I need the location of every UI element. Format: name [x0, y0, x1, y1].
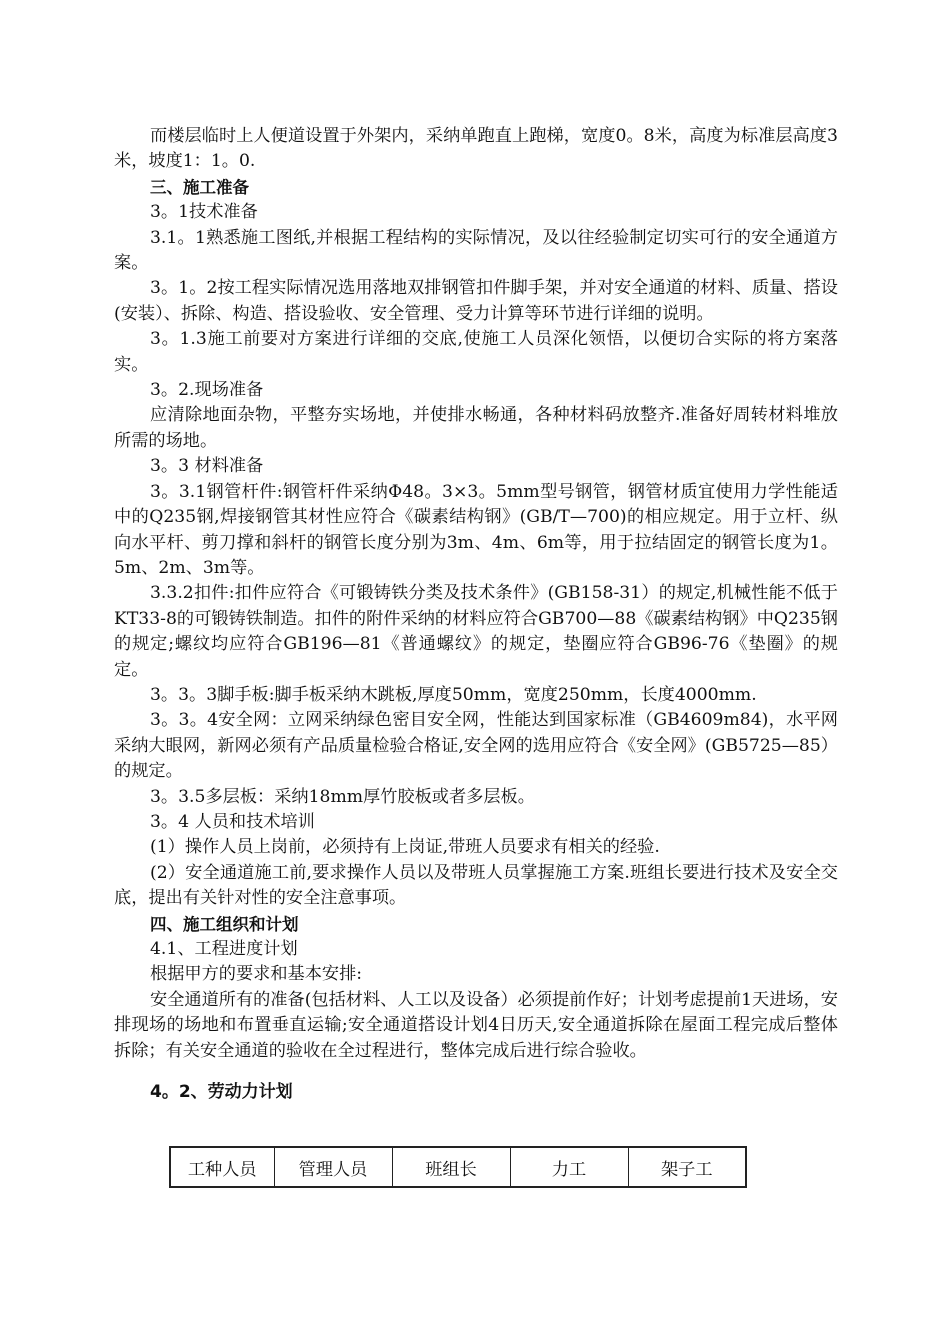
paragraph-3-3-1: 3。3.1钢管杆件:钢管杆件采纳Φ48。3×3。5mm型号钢管，钢管材质宜使用力学性能适中的Q235钢,焊接钢管其材性应符合《碳素结构钢》(GB/T—700)的相应规定。用于立杆、纵向水平杆、剪刀撑和斜杆的钢管长度分别为3m、4m、6m等，用于拉结固定的钢管长度为1。5m、2m、3m等。	[114, 481, 838, 578]
table-cell: 架子工	[628, 1147, 746, 1187]
paragraph-site-prep: 应清除地面杂物，平整夯实场地，并使排水畅通，各种材料码放整齐.准备好周转材料堆放所需的场地。	[114, 405, 838, 451]
table-cell: 管理人员	[274, 1147, 392, 1187]
labor-plan-table	[169, 1146, 747, 1188]
paragraph-3-3-4: 3。3。4安全网：立网采纳绿色密目安全网，性能达到国家标准（GB4609m84)，水平网采纳大眼网，新网必须有产品质量检验合格证,安全网的选用应符合《安全网》(GB5725—85）的规定。	[114, 710, 838, 782]
paragraph-schedule-detail: 安全通道所有的准备(包括材料、人工以及设备）必须提前作好；计划考虑提前1天进场，安排现场的场地和布置垂直运输;安全通道搭设计划4日历天,安全通道拆除在屋面工程完成后整体拆除；有关安全通道的验收在全过程进行，整体完成后进行综合验收。	[114, 989, 838, 1061]
table-cell: 班组长	[392, 1147, 510, 1187]
table-cell: 力工	[510, 1147, 628, 1187]
paragraph-walkway: 而楼层临时上人便道设置于外架内，采纳单跑直上跑梯，宽度0。8米，高度为标准层高度3米，坡度1：1。0.	[114, 126, 838, 172]
table-row	[170, 1147, 746, 1187]
heading-labor-plan: 4。2、劳动力计划	[150, 1082, 293, 1103]
table-cell: 工种人员	[170, 1147, 274, 1187]
heading-construction-prep: 三、施工准备	[150, 177, 249, 197]
paragraph-training-1: (1）操作人员上岗前，必须持有上岗证,带班人员要求有相关的经验.	[150, 837, 660, 858]
paragraph-3-3-3: 3。3。3脚手板:脚手板采纳木跳板,厚度50mm，宽度250mm，长度4000mm.	[150, 684, 757, 705]
paragraph-3-3-5: 3。3.5多层板：采纳18mm厚竹胶板或者多层板。	[150, 786, 535, 807]
paragraph-3-1-1: 3.1。1熟悉施工图纸,并根据工程结构的实际情况，及以往经验制定切实可行的安全通道方案。	[114, 227, 838, 274]
paragraph-3-1-3: 3。1.3施工前要对方案进行详细的交底,使施工人员深化领悟，以便切合实际的将方案落实。	[114, 329, 838, 375]
subheading-schedule: 4.1、工程进度计划	[150, 939, 298, 959]
subheading-training: 3。4 人员和技术培训	[150, 811, 315, 832]
document-body	[114, 124, 838, 1115]
paragraph-schedule-intro: 根据甲方的要求和基本安排:	[150, 964, 363, 985]
paragraph-3-1-2: 3。1。2按工程实际情况选用落地双排钢管扣件脚手架，并对安全通道的材料、质量、搭设(安装）、拆除、构造、搭设验收、安全管理、受力计算等环节进行详细的说明。	[114, 278, 838, 324]
subheading-site-prep: 3。2.现场准备	[150, 380, 264, 401]
heading-organization-plan: 四、施工组织和计划	[150, 914, 299, 934]
subheading-tech-prep: 3。1技术准备	[150, 202, 258, 223]
paragraph-training-2: (2）安全通道施工前,要求操作人员以及带班人员掌握施工方案.班组长要进行技术及安全交底，提出有关针对性的安全注意事项。	[114, 862, 838, 909]
paragraph-3-3-2: 3.3.2扣件:扣件应符合《可锻铸铁分类及技术条件》(GB158-31）的规定,机械性能不低于KT33-8的可锻铸铁制造。扣件的附件采纳的材料应符合GB700—88《碳素结构钢》中Q235钢的规定;螺纹均应符合GB196—81《普通螺纹》的规定，垫圈应符合GB96-76《垫圈》的规定。	[114, 583, 838, 680]
subheading-material-prep: 3。3 材料准备	[150, 456, 264, 477]
